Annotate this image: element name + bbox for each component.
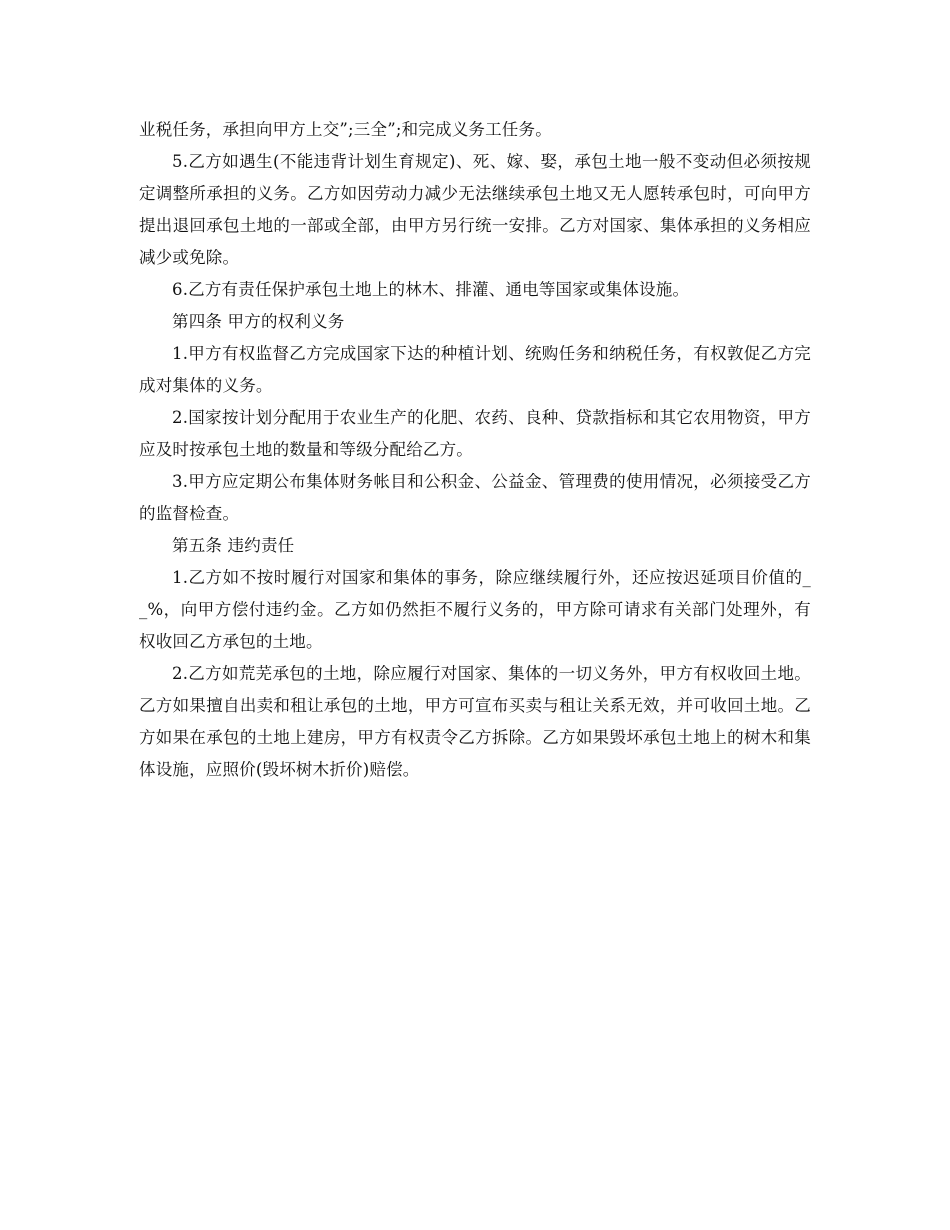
- paragraph-clause-5-1: 1.乙方如不按时履行对国家和集体的事务，除应继续履行外，还应按迟延项目价值的__%，向甲方偿付违约金。乙方如仍然拒不履行义务的，甲方除可请求有关部门处理外，有权收回乙方承包的土地。: [139, 568, 811, 651]
- paragraph-clause-4-3: 3.甲方应定期公布集体财务帐目和公积金、公益金、管理费的使用情况，必须接受乙方的监督检查。: [139, 472, 811, 523]
- paragraph-clause-4-1: 1.甲方有权监督乙方完成国家下达的种植计划、统购任务和纳税任务，有权敦促乙方完成对集体的义务。: [139, 344, 811, 395]
- section-heading-article-4: 第四条 甲方的权利义务: [172, 312, 345, 331]
- paragraph-clause-3-5: 5.乙方如遇生(不能违背计划生育规定)、死、嫁、娶，承包土地一般不变动但必须按规定调整所承担的义务。乙方如因劳动力减少无法继续承包土地又无人愿转承包时，可向甲方提出退回承包土地的一部或全部，由甲方另行统一安排。乙方对国家、集体承担的义务相应减少或免除。: [139, 152, 811, 267]
- paragraph-clause-3-6: 6.乙方有责任保护承包土地上的林木、排灌、通电等国家或集体设施。: [172, 280, 690, 299]
- document-body: [139, 114, 811, 786]
- paragraph-continued: 业税任务，承担向甲方上交”;三全”;和完成义务工任务。: [139, 120, 552, 139]
- paragraph-clause-4-2: 2.国家按计划分配用于农业生产的化肥、农药、良种、贷款指标和其它农用物资，甲方应及时按承包土地的数量和等级分配给乙方。: [139, 408, 811, 459]
- paragraph-clause-5-2: 2.乙方如荒芜承包的土地，除应履行对国家、集体的一切义务外，甲方有权收回土地。乙方如果擅自出卖和租让承包的土地，甲方可宣布买卖与租让关系无效，并可收回土地。乙方如果在承包的土地上建房，甲方有权责令乙方拆除。乙方如果毁坏承包土地上的树木和集体设施，应照价(毁坏树木折价)赔偿。: [139, 664, 811, 779]
- section-heading-article-5: 第五条 违约责任: [172, 536, 295, 555]
